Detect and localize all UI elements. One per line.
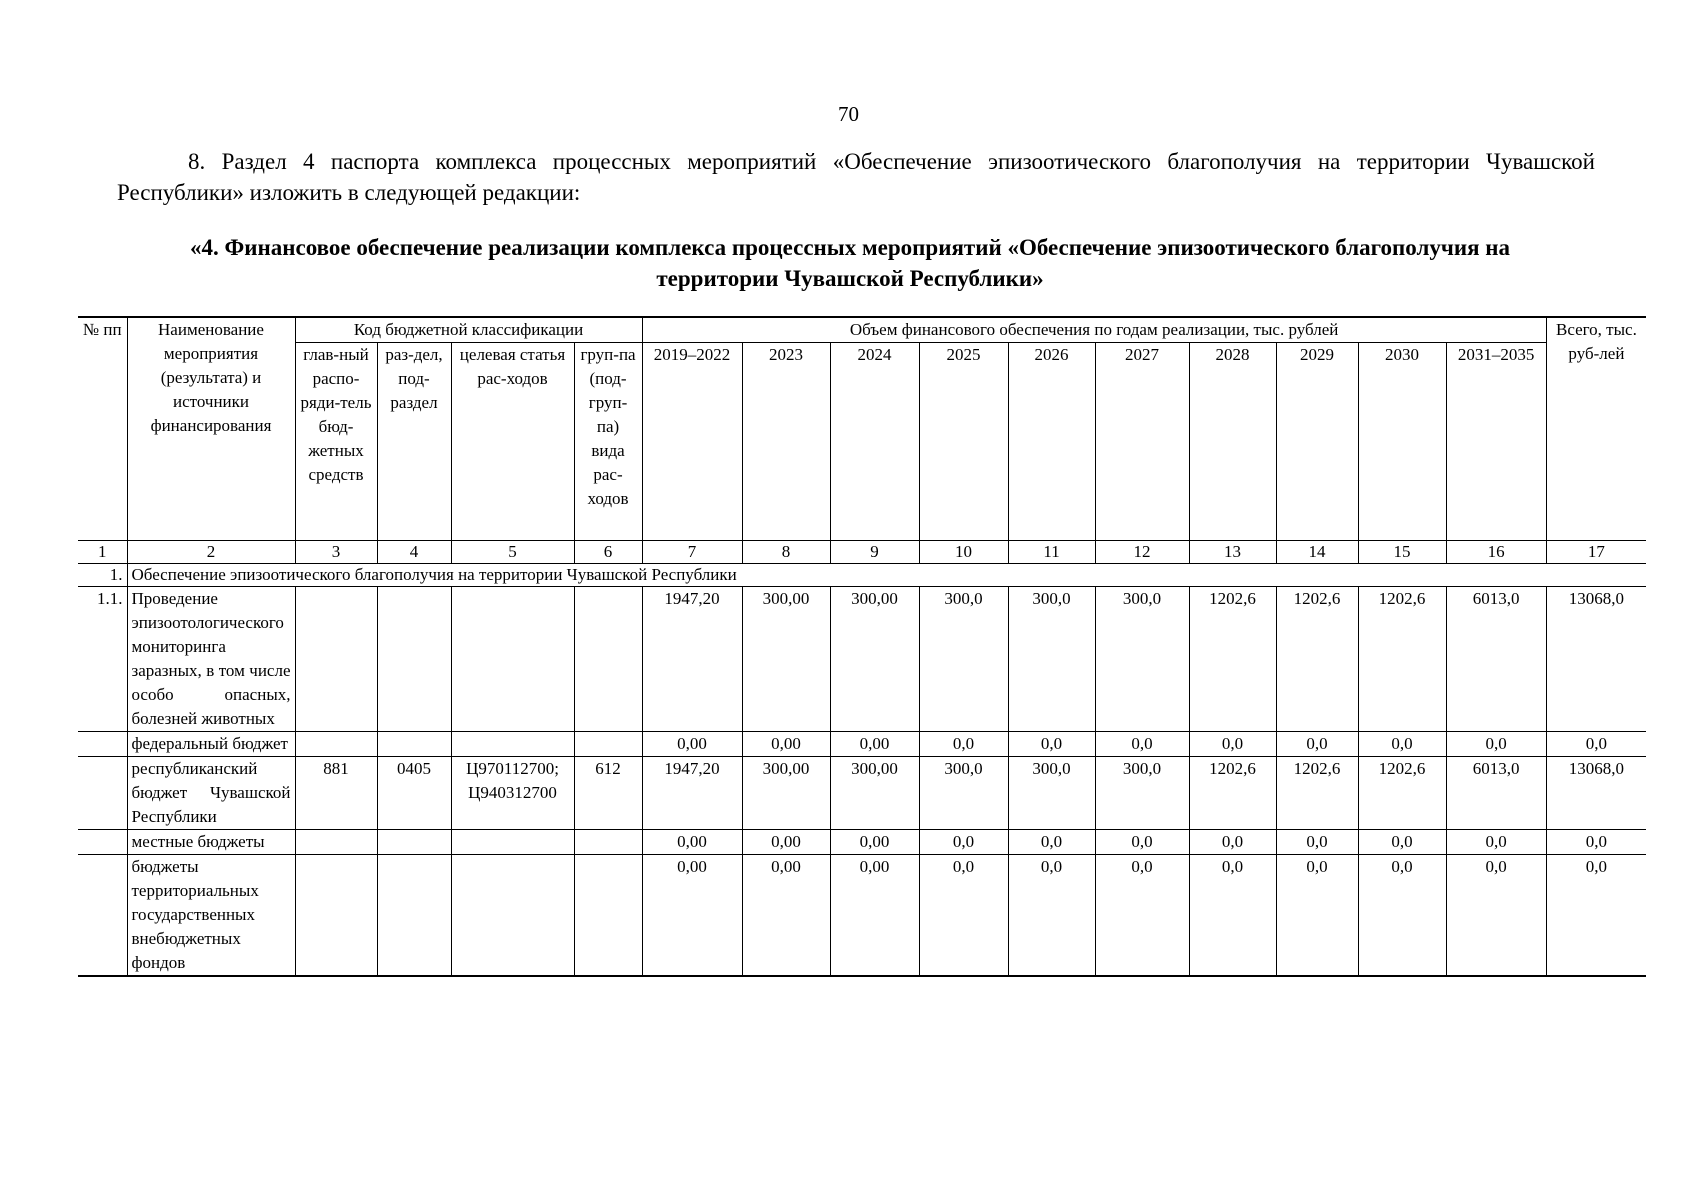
- row-name: бюджеты территориальных государственных внебюджетных фондов: [127, 855, 295, 977]
- header-total: Всего, тыс. руб-лей: [1546, 317, 1646, 541]
- row-value: 0,0: [1276, 855, 1358, 977]
- header-main-manager: глав-ный распо-ряди-тель бюд-жетных средств: [295, 343, 377, 541]
- row-num: [78, 757, 127, 830]
- row-value: 1947,20: [642, 757, 742, 830]
- row-value: 0,0: [1446, 830, 1546, 855]
- row-value: 0,0: [1095, 855, 1189, 977]
- column-number: 15: [1358, 541, 1446, 564]
- row-value: 300,0: [1008, 587, 1095, 732]
- table-row: [78, 855, 1646, 977]
- header-year: 2028: [1189, 343, 1276, 541]
- row-target: [451, 830, 574, 855]
- header-volume: Объем финансового обеспечения по годам реализации, тыс. рублей: [642, 317, 1546, 343]
- header-row-1: [78, 317, 1646, 343]
- row-section: [377, 587, 451, 732]
- row-num: [78, 732, 127, 757]
- row-value: 300,00: [830, 757, 919, 830]
- row-value: 300,0: [1008, 757, 1095, 830]
- row-value: 0,0: [1189, 855, 1276, 977]
- row-value: 13068,0: [1546, 757, 1646, 830]
- row-value: 0,0: [1276, 830, 1358, 855]
- row-value: 0,0: [919, 732, 1008, 757]
- row-value: 300,0: [919, 757, 1008, 830]
- row-num: [78, 830, 127, 855]
- column-number-row: [78, 541, 1646, 564]
- row-target: [451, 732, 574, 757]
- row-main-manager: [295, 855, 377, 977]
- row-value: 1947,20: [642, 587, 742, 732]
- column-number: 2: [127, 541, 295, 564]
- header-year: 2019–2022: [642, 343, 742, 541]
- row-value: 0,0: [1008, 830, 1095, 855]
- row-value: 0,0: [919, 855, 1008, 977]
- column-number: 4: [377, 541, 451, 564]
- row-value: 0,00: [642, 732, 742, 757]
- row-value: 0,0: [1358, 855, 1446, 977]
- row-value: 0,0: [1446, 855, 1546, 977]
- row-name: республиканский бюджет Чувашской Республики: [127, 757, 295, 830]
- section-row: [78, 564, 1646, 587]
- header-year: 2031–2035: [1446, 343, 1546, 541]
- row-group: 612: [574, 757, 642, 830]
- row-value: 0,0: [1276, 732, 1358, 757]
- table-row: [78, 757, 1646, 830]
- header-year: 2025: [919, 343, 1008, 541]
- row-value: 6013,0: [1446, 587, 1546, 732]
- row-target: [451, 587, 574, 732]
- row-target: Ц970112700; Ц940312700: [451, 757, 574, 830]
- row-main-manager: [295, 830, 377, 855]
- row-group: [574, 732, 642, 757]
- row-value: 1202,6: [1358, 587, 1446, 732]
- row-value: 1202,6: [1276, 757, 1358, 830]
- row-value: 0,0: [1189, 732, 1276, 757]
- table-row: [78, 830, 1646, 855]
- column-number: 3: [295, 541, 377, 564]
- row-value: 0,0: [1358, 732, 1446, 757]
- row-value: 6013,0: [1446, 757, 1546, 830]
- header-num: № пп: [78, 317, 127, 541]
- row-group: [574, 855, 642, 977]
- header-year: 2023: [742, 343, 830, 541]
- row-value: 0,0: [1008, 855, 1095, 977]
- row-name: федеральный бюджет: [127, 732, 295, 757]
- row-value: 0,00: [742, 732, 830, 757]
- column-number: 10: [919, 541, 1008, 564]
- financing-table: [78, 316, 1646, 977]
- row-value: 300,00: [830, 587, 919, 732]
- section-title: «4. Финансовое обеспечение реализации комплекса процессных мероприятий «Обеспечение эпизоотического благополучия на территории Чувашской Республики»: [189, 235, 1511, 291]
- row-value: 13068,0: [1546, 587, 1646, 732]
- row-value: 0,00: [830, 855, 919, 977]
- row-section: 0405: [377, 757, 451, 830]
- column-number: 7: [642, 541, 742, 564]
- row-group: [574, 587, 642, 732]
- column-number: 13: [1189, 541, 1276, 564]
- row-value: 300,0: [1095, 757, 1189, 830]
- header-group: груп-па (под-груп-па) вида рас-ходов: [574, 343, 642, 541]
- row-value: 300,00: [742, 587, 830, 732]
- row-value: 0,0: [1095, 732, 1189, 757]
- table-row: [78, 587, 1646, 732]
- row-value: 0,00: [830, 732, 919, 757]
- row-value: 0,0: [1189, 830, 1276, 855]
- row-value: 0,0: [1008, 732, 1095, 757]
- header-year: 2026: [1008, 343, 1095, 541]
- page-number: 70: [838, 102, 859, 126]
- column-number: 8: [742, 541, 830, 564]
- row-value: 300,0: [1095, 587, 1189, 732]
- header-year: 2030: [1358, 343, 1446, 541]
- row-value: 0,0: [1546, 732, 1646, 757]
- row-value: 0,0: [1546, 855, 1646, 977]
- header-budget-code: Код бюджетной классификации: [295, 317, 642, 343]
- section-num: 1.: [78, 564, 127, 587]
- row-value: 1202,6: [1189, 587, 1276, 732]
- row-section: [377, 732, 451, 757]
- row-value: 0,00: [830, 830, 919, 855]
- intro-paragraph: 8. Раздел 4 паспорта комплекса процессных мероприятий «Обеспечение эпизоотического благополучия на территории Чувашской Республики» изложить в следующей редакции:: [117, 149, 1595, 205]
- column-number: 1: [78, 541, 127, 564]
- row-section: [377, 830, 451, 855]
- row-value: 300,0: [919, 587, 1008, 732]
- row-num: 1.1.: [78, 587, 127, 732]
- row-group: [574, 830, 642, 855]
- column-number: 5: [451, 541, 574, 564]
- header-target: целевая статья рас-ходов: [451, 343, 574, 541]
- row-value: 0,0: [919, 830, 1008, 855]
- row-main-manager: [295, 732, 377, 757]
- header-year: 2029: [1276, 343, 1358, 541]
- column-number: 17: [1546, 541, 1646, 564]
- row-main-manager: 881: [295, 757, 377, 830]
- column-number: 11: [1008, 541, 1095, 564]
- row-value: 0,0: [1546, 830, 1646, 855]
- row-value: 0,00: [642, 855, 742, 977]
- row-name: Проведение эпизоотологического мониторинга заразных, в том числе особо опасных, болезней животных: [127, 587, 295, 732]
- section-title-cell: Обеспечение эпизоотического благополучия на территории Чувашской Республики: [127, 564, 1646, 587]
- row-value: 0,0: [1446, 732, 1546, 757]
- row-value: 300,00: [742, 757, 830, 830]
- column-number: 6: [574, 541, 642, 564]
- column-number: 14: [1276, 541, 1358, 564]
- header-section: раз-дел, под-раздел: [377, 343, 451, 541]
- header-year: 2024: [830, 343, 919, 541]
- column-number: 12: [1095, 541, 1189, 564]
- header-row-2: [78, 343, 1646, 541]
- column-number: 16: [1446, 541, 1546, 564]
- column-number: 9: [830, 541, 919, 564]
- row-value: 0,00: [742, 855, 830, 977]
- row-main-manager: [295, 587, 377, 732]
- table-row: [78, 732, 1646, 757]
- row-value: 1202,6: [1189, 757, 1276, 830]
- row-name: местные бюджеты: [127, 830, 295, 855]
- header-name: Наименование мероприятия (результата) и источники финансирования: [127, 317, 295, 541]
- row-num: [78, 855, 127, 977]
- row-value: 0,0: [1358, 830, 1446, 855]
- row-section: [377, 855, 451, 977]
- row-value: 0,00: [742, 830, 830, 855]
- row-value: 1202,6: [1358, 757, 1446, 830]
- header-year: 2027: [1095, 343, 1189, 541]
- row-value: 0,0: [1095, 830, 1189, 855]
- row-target: [451, 855, 574, 977]
- row-value: 0,00: [642, 830, 742, 855]
- row-value: 1202,6: [1276, 587, 1358, 732]
